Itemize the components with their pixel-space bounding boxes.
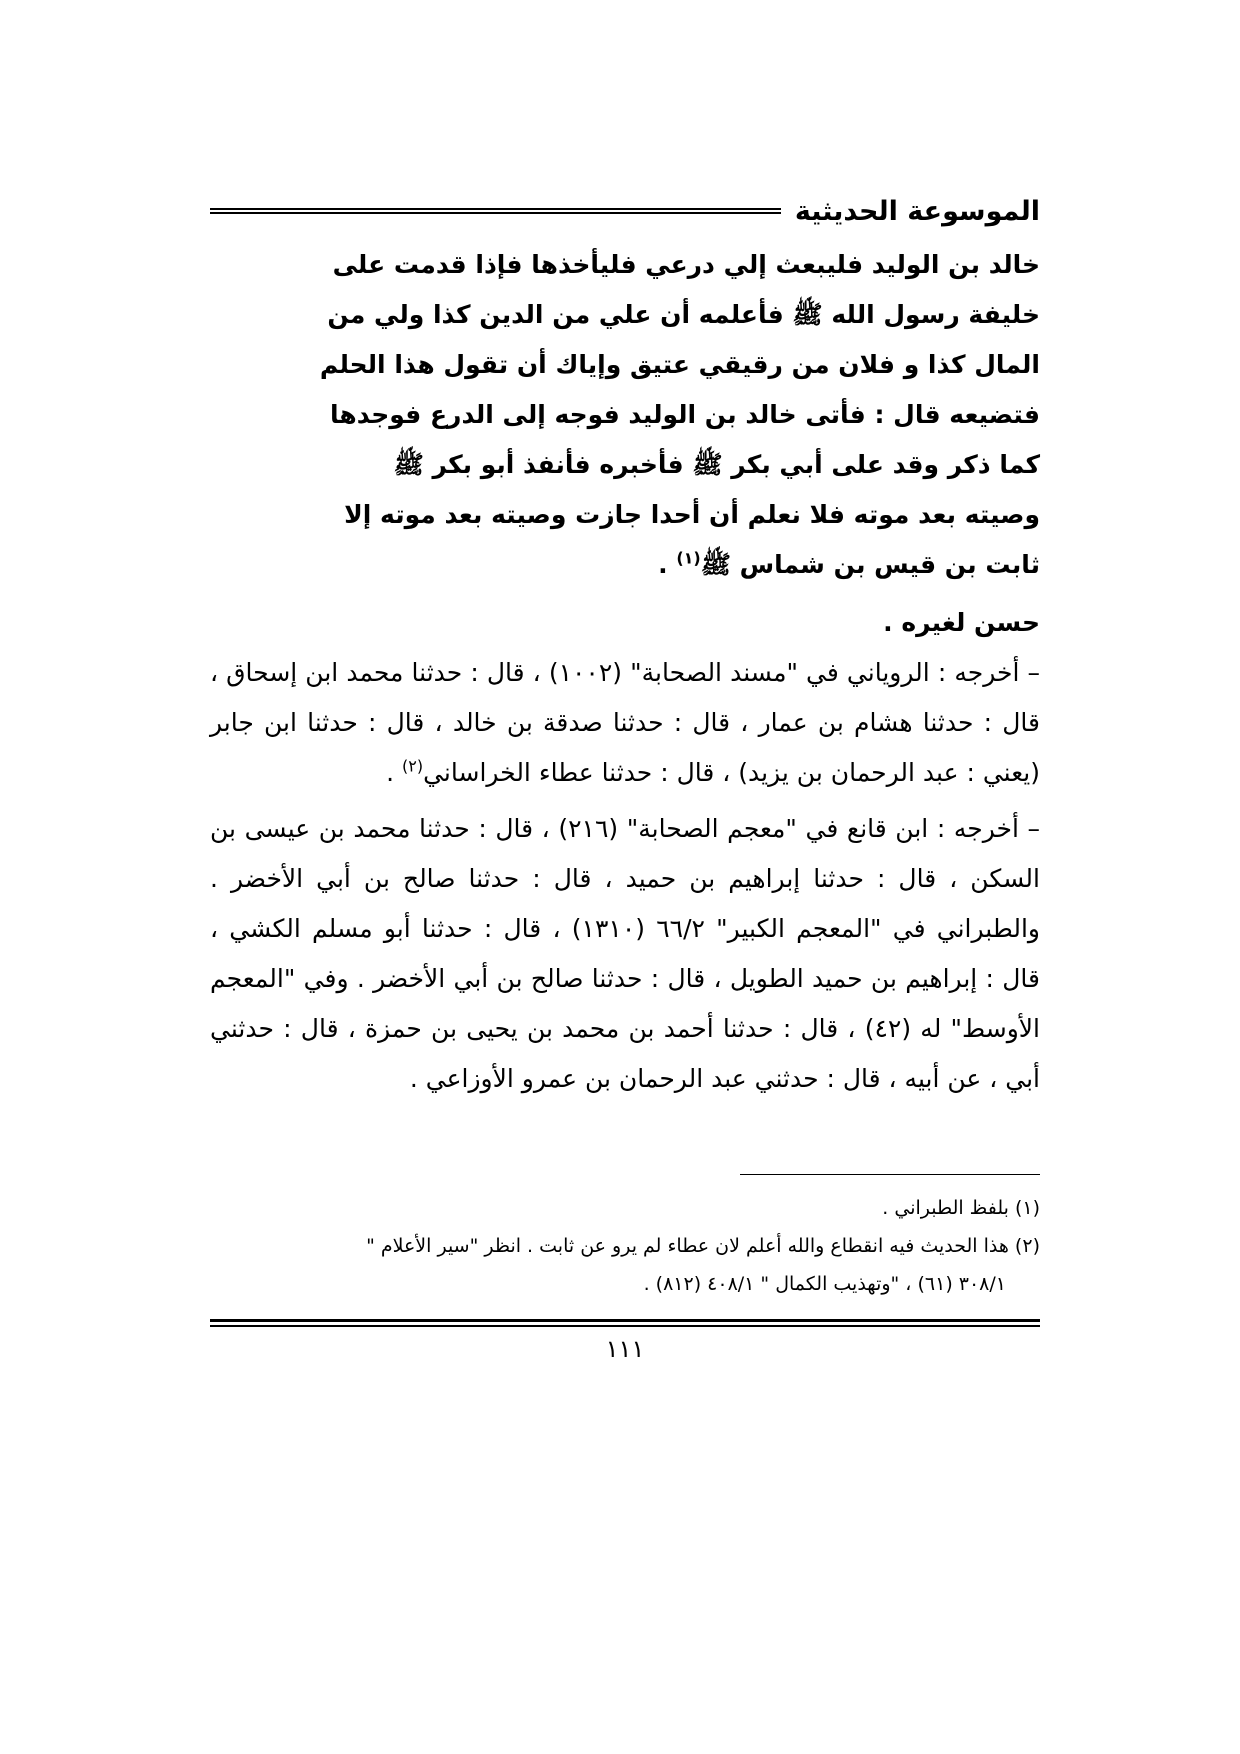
hadith-last-line-end: .: [658, 550, 677, 579]
takhrij-section: [210, 648, 1040, 1104]
hadith-last-line: [210, 540, 1040, 590]
footnote-ref-2[interactable]: (٢): [401, 756, 424, 776]
hadith-grade: حسن لغيره .: [883, 608, 1040, 637]
hadith-line: المال كذا و فلان من رقيقي عتيق وإياك أن تقول هذا الحلم: [319, 350, 1040, 379]
footnote-ref-1[interactable]: (١): [676, 548, 701, 568]
running-header: [210, 190, 1040, 232]
hadith-text: [210, 240, 1040, 590]
footnote-2-line-1: (٢) هذا الحديث فيه انقطاع والله أعلم لان عطاء لم يرو عن ثابت . انظر "سير الأعلام ": [366, 1235, 1040, 1257]
footnote-1: (١) بلفظ الطبراني .: [882, 1197, 1040, 1219]
header-rule: [210, 208, 781, 214]
footnote-2-line-2: ٣٠٨/١ (٦١) ، "وتهذيب الكمال " ٤٠٨/١ (٨١٢) .: [643, 1273, 1006, 1295]
footnote-separator: [740, 1174, 1040, 1175]
takhrij-text-1: – أخرجه : الروياني في "مسند الصحابة" (١٠٠٢) ، قال : حدثنا محمد ابن إسحاق ، قال : حدثنا هشام بن عمار ، قال : حدثنا صدقة بن خالد ، قال : حدثنا ابن جابر (يعني : عبد الرحمان بن يزيد) ، قال : حدثنا عطاء الخراساني: [210, 658, 1040, 787]
hadith-line: وصيته بعد موته فلا نعلم أن أحدا جازت وصيته بعد موته إلا: [344, 500, 1040, 529]
page-number: ١١١: [605, 1335, 645, 1363]
hadith-line: خليفة رسول الله ﷺ فأعلمه أن علي من الدين كذا ولي من: [327, 300, 1040, 329]
hadith-line: خالد بن الوليد فليبعث إلي درعي فليأخذها فإذا قدمت على: [332, 250, 1040, 279]
hadith-line: فتضيعه قال : فأتى خالد بن الوليد فوجه إلى الدرع فوجدها: [330, 400, 1040, 429]
header-title: الموسوعة الحديثية: [794, 195, 1040, 227]
takhrij-end-1: .: [386, 758, 402, 787]
takhrij-paragraph-1: [210, 648, 1040, 798]
page: [210, 190, 1040, 1363]
hadith-last-line-text: ثابت بن قيس بن شماس ﷺ: [700, 550, 1040, 579]
bottom-rule: [210, 1319, 1040, 1327]
hadith-line: كما ذكر وقد على أبي بكر ﷺ فأخبره فأنفذ أبو بكر ﷺ: [393, 450, 1040, 479]
footnotes: [210, 1189, 1040, 1303]
takhrij-paragraph-2: – أخرجه : ابن قانع في "معجم الصحابة" (٢١٦) ، قال : حدثنا محمد بن عيسى بن السكن ، قال : حدثنا إبراهيم بن حميد ، قال : حدثنا صالح بن أبي الأخضر . والطبراني في "المعجم الكبير" ٦٦/٢ (١٣١٠) ، قال : حدثنا أبو مسلم الكشي ، قال : إبراهيم بن حميد الطويل ، قال : حدثنا صالح بن أبي الأخضر . وفي "المعجم الأوسط" له (٤٢) ، قال : حدثنا أحمد بن محمد بن يحيى بن حمزة ، قال : حدثني أبي ، عن أبيه ، قال : حدثني عبد الرحمان بن عمرو الأوزاعي .: [210, 814, 1040, 1093]
